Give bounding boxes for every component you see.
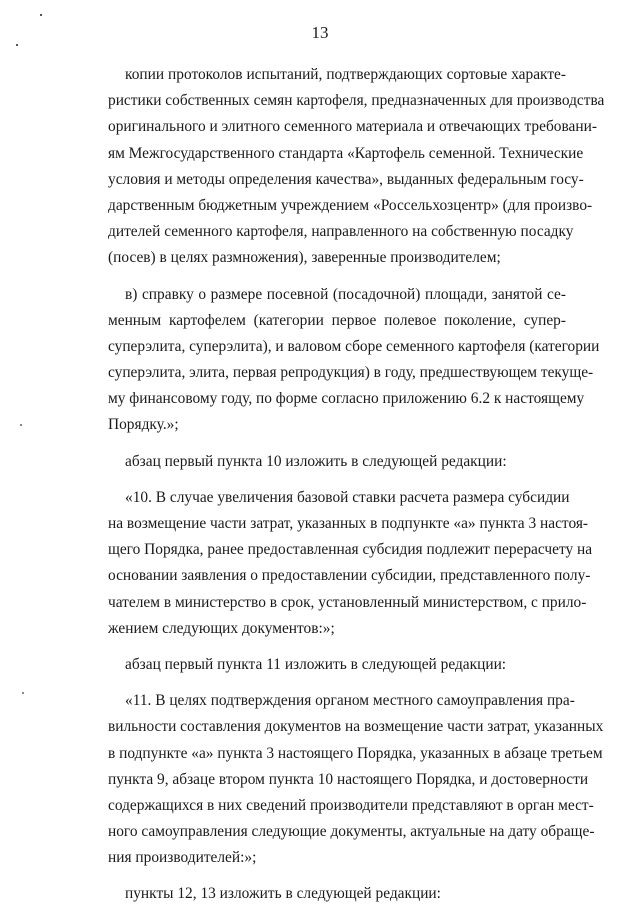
text-line: ристики собственных семян картофеля, предназначенных для производства: [108, 92, 605, 110]
paragraph: [108, 62, 605, 272]
text-line: (посев) в целях размножения), заверенные производителем;: [108, 249, 501, 267]
text-line: условия и методы определения качества», выданных федеральным госу-: [108, 170, 584, 188]
text-line: на возмещение части затрат, указанных в подпункте «а» пункта 3 настоя-: [108, 515, 589, 532]
text-line: вильности составления документов на возмещение части затрат, указанных: [108, 718, 604, 736]
text-line: Порядку.»;: [108, 416, 179, 434]
text-line: ного самоуправления следующие документы, актуальные на дату обраще-: [108, 823, 595, 841]
paragraph: [108, 449, 566, 475]
text-line: абзац первый пункта 10 изложить в следующей редакции:: [125, 452, 507, 470]
text-line: менным картофелем (категории первое полевое поколение, супер-: [108, 311, 566, 329]
paragraph: [108, 485, 593, 642]
text-line: основании заявления о предоставлении субсидии, представленного полу-: [108, 567, 591, 585]
text-line: пункта 9, абзаце втором пункта 10 настоящего Порядка, и достоверности: [108, 770, 589, 788]
text-line: «11. В целях подтверждения органом местного самоуправления пра-: [125, 692, 575, 710]
page-number: 13: [311, 23, 329, 42]
text-line: копии протоколов испытаний, подтверждающих сортовые характе-: [125, 66, 566, 83]
text-line: дителей семенного картофеля, направленного на собственную посадку: [108, 223, 574, 241]
text-line: абзац первый пункта 11 изложить в следующей редакции:: [125, 655, 507, 673]
paragraph: [108, 881, 566, 907]
text-line: пункты 12, 13 изложить в следующей редакции:: [125, 885, 441, 903]
text-line: щего Порядка, ранее предоставленная субсидия подлежит перерасчету на: [108, 541, 593, 559]
scan-speck: [20, 424, 22, 426]
text-line: му финансовому году, по форме согласно приложению 6.2 к настоящему: [108, 390, 585, 408]
paragraph: [108, 282, 600, 439]
scan-speck: [16, 44, 18, 46]
paragraph: [108, 652, 566, 678]
text-line: оригинального и элитного семенного материала и отвечающих требовани-: [108, 118, 597, 136]
text-line: ния производителей:»;: [108, 849, 257, 867]
text-line: в подпункте «а» пункта 3 настоящего Порядка, указанных в абзаце третьем: [108, 744, 603, 762]
text-line: ям Межгосударственного стандарта «Картофель семенной. Технические: [108, 144, 584, 162]
paragraph: [108, 688, 604, 871]
text-line: суперэлита, элита, первая репродукция) в году, предшествующем текуще-: [108, 364, 594, 382]
text-line: в) справку о размере посевной (посадочной) площади, занятой се-: [125, 285, 566, 303]
scan-speck: [40, 14, 42, 16]
text-line: суперэлита, суперэлита), и валовом сборе семенного картофеля (категории: [108, 337, 600, 355]
text-line: чателем в министерство в срок, установленный министерством, с прило-: [108, 593, 587, 611]
text-line: «10. В случае увеличения базовой ставки расчета размера субсидии: [125, 488, 570, 506]
text-line: жением следующих документов:»;: [108, 619, 335, 637]
body-text: [108, 62, 605, 908]
text-line: содержащихся в них сведений производители представляют в орган мест-: [108, 796, 594, 814]
scan-speck: [22, 692, 24, 694]
text-line: дарственным бюджетным учреждением «Россельхозцентр» (для произво-: [108, 196, 593, 214]
